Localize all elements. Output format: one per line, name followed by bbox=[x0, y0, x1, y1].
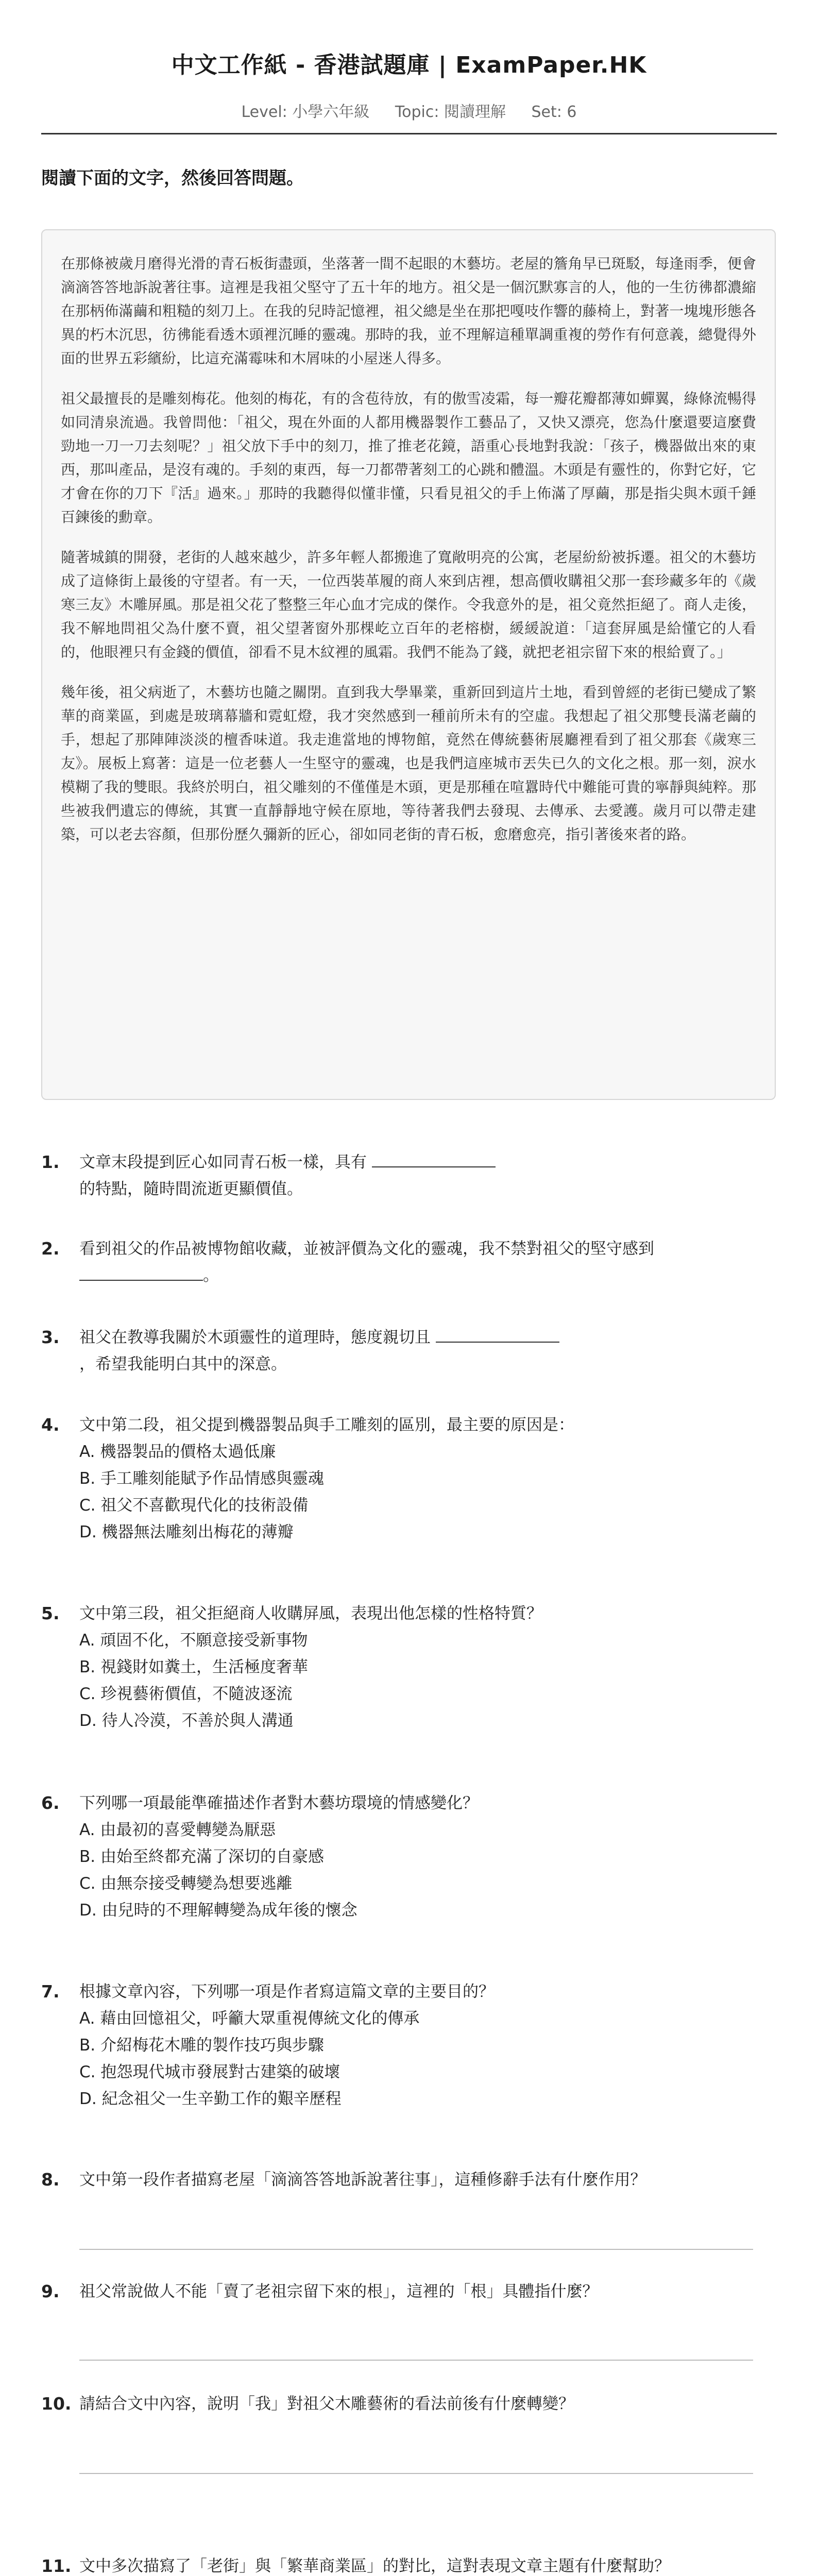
set-label: Set: 6 bbox=[531, 103, 577, 121]
option-b[interactable]: B. 視錢財如糞土，生活極度奢華 bbox=[79, 1658, 308, 1676]
question-6 bbox=[41, 1790, 773, 1924]
question-text: 根據文章內容，下列哪一項是作者寫這篇文章的主要目的？ bbox=[79, 1982, 495, 2001]
question-4 bbox=[41, 1412, 773, 1546]
question-7 bbox=[41, 1978, 773, 2112]
answer-line[interactable] bbox=[79, 2249, 753, 2250]
question-text: 祖父在教導我關於木頭靈性的道理時，態度親切且 bbox=[79, 1328, 431, 1347]
question-number: 6. bbox=[41, 1793, 60, 1813]
question-number: 2. bbox=[41, 1239, 60, 1259]
question-3 bbox=[41, 1324, 773, 1378]
option-d[interactable]: D. 機器無法雕刻出梅花的薄瓣 bbox=[79, 1523, 294, 1541]
question-10 bbox=[41, 2391, 773, 2417]
option-a[interactable]: A. 機器製品的價格太過低廉 bbox=[79, 1443, 276, 1461]
question-text: 請結合文中內容，說明「我」對祖父木雕藝術的看法前後有什麼轉變？ bbox=[79, 2395, 574, 2413]
option-b[interactable]: B. 由始至終都充滿了深切的自豪感 bbox=[79, 1848, 324, 1866]
question-number: 4. bbox=[41, 1415, 60, 1435]
passage-paragraph: 幾年後，祖父病逝了，木藝坊也隨之關閉。直到我大學畢業，重新回到這片土地，看到曾經的老街已變成了繁華的商業區，到處是玻璃幕牆和霓虹燈，我才突然感到一種前所未有的空虛。我想起了祖父那雙長滿老繭的手，想起了那陣陣淡淡的檀香味道。我走進當地的博物館，竟然在傳統藝術展廳裡看到了祖父那套《歲寒三友》。展板上寫著：這是一位老藝人一生堅守的靈魂，也是我們這座城市丟失已久的文化之根。那一刻，淚水模糊了我的雙眼。我終於明白，祖父雕刻的不僅僅是木頭，更是那種在喧囂時代中難能可貴的寧靜與純粹。那些被我們遺忘的傳統，其實一直靜靜地守候在原地，等待著我們去發現、去傳承、去愛護。歲月可以帶走建築，可以老去容顏，但那份歷久彌新的匠心，卻如同老街的青石板，愈磨愈亮，指引著後來者的路。 bbox=[61, 684, 756, 843]
question-text: ，希望我能明白其中的深意。 bbox=[79, 1355, 287, 1374]
answer-blank[interactable] bbox=[79, 1264, 203, 1281]
question-number: 10. bbox=[41, 2394, 72, 2414]
question-number: 7. bbox=[41, 1981, 60, 2002]
passage-paragraph: 祖父最擅長的是雕刻梅花。他刻的梅花，有的含苞待放，有的傲雪凌霜，每一瓣花瓣都薄如蟬翼，綠條流暢得如同清泉流過。我曾問他：「祖父，現在外面的人都用機器製作工藝品了，又快又漂亮，您為什麼還要這麼費勁地一刀一刀去刻呢？」祖父放下手中的刻刀，推了推老花鏡，語重心長地對我說：「孩子，機器做出來的東西，那叫產品，是沒有魂的。手刻的東西，每一刀都帶著刻工的心跳和體溫。木頭是有靈性的，你對它好，它才會在你的刀下『活』過來。」那時的我聽得似懂非懂，只看見祖父的手上佈滿了厚繭，那是指尖與木頭千錘百鍊後的勳章。 bbox=[61, 390, 756, 526]
question-number: 1. bbox=[41, 1152, 60, 1172]
option-d[interactable]: D. 紀念祖父一生辛勤工作的艱辛歷程 bbox=[79, 2090, 342, 2108]
option-c[interactable]: C. 珍視藝術價值，不隨波逐流 bbox=[79, 1685, 293, 1703]
question-8 bbox=[41, 2166, 773, 2193]
passage-paragraph: 在那條被歲月磨得光滑的青石板街盡頭，坐落著一間不起眼的木藝坊。老屋的簷角早已斑駁，每逢雨季，便會滴滴答答地訴說著往事。這裡是我祖父堅守了五十年的地方。祖父是一個沉默寡言的人，他的一生彷彿都濃縮在那柄佈滿繭和粗糙的刻刀上。在我的兒時記憶裡，祖父總是坐在那把嘎吱作響的藤椅上，對著一塊塊形態各異的朽木沉思，彷彿能看透木頭裡沉睡的靈魂。那時的我，並不理解這種單調重複的勞作有何意義，總覺得外面的世界五彩繽紛，比這充滿霉味和木屑味的小屋迷人得多。 bbox=[61, 255, 756, 367]
instruction-text: 閱讀下面的文字，然後回答問題。 bbox=[41, 168, 304, 189]
question-number: 3. bbox=[41, 1327, 60, 1347]
question-number: 11. bbox=[41, 2556, 72, 2576]
question-text: 。 bbox=[203, 1266, 219, 1285]
reading-passage bbox=[41, 229, 776, 1100]
question-9 bbox=[41, 2278, 773, 2305]
question-text: 文中第三段，祖父拒絕商人收購屏風，表現出他怎樣的性格特質？ bbox=[79, 1604, 542, 1623]
question-text: 文中第二段，祖父提到機器製品與手工雕刻的區別，最主要的原因是： bbox=[79, 1416, 574, 1434]
option-c[interactable]: C. 由無奈接受轉變為想要逃離 bbox=[79, 1874, 293, 1893]
worksheet-meta bbox=[41, 99, 777, 122]
answer-line[interactable] bbox=[79, 2473, 753, 2474]
topic-label: Topic: 閱讀理解 bbox=[395, 103, 506, 121]
answer-line[interactable] bbox=[79, 2360, 753, 2361]
option-b[interactable]: B. 介紹梅花木雕的製作技巧與步驟 bbox=[79, 2036, 324, 2055]
header-divider bbox=[41, 133, 777, 134]
option-d[interactable]: D. 待人冷漠，不善於與人溝通 bbox=[79, 1711, 294, 1730]
question-number: 8. bbox=[41, 2170, 60, 2190]
answer-blank[interactable] bbox=[436, 1326, 559, 1343]
option-d[interactable]: D. 由兒時的不理解轉變為成年後的懷念 bbox=[79, 1901, 357, 1920]
question-text: 下列哪一項最能準確描述作者對木藝坊環境的情感變化？ bbox=[79, 1794, 479, 1812]
question-2 bbox=[41, 1235, 773, 1289]
question-5 bbox=[41, 1600, 773, 1734]
passage-paragraph: 隨著城鎮的開發，老街的人越來越少，許多年輕人都搬進了寬敞明亮的公寓，老屋紛紛被拆遷。祖父的木藝坊成了這條街上最後的守望者。有一天，一位西裝革履的商人來到店裡，想高價收購祖父那一套珍藏多年的《歲寒三友》木雕屏風。那是祖父花了整整三年心血才完成的傑作。令我意外的是，祖父竟然拒絕了。商人走後，我不解地問祖父為什麼不賣，祖父望著窗外那棵屹立百年的老榕樹，緩緩說道：「這套屏風是給懂它的人看的，他眼裡只有金錢的價值，卻看不見木紋裡的風霜。我們不能為了錢，就把老祖宗留下來的根給賣了。」 bbox=[61, 549, 756, 660]
page-title: 中文工作紙 - 香港試題庫 | ExamPaper.HK bbox=[171, 52, 647, 78]
option-a[interactable]: A. 由最初的喜愛轉變為厭惡 bbox=[79, 1821, 276, 1839]
question-number: 5. bbox=[41, 1603, 60, 1623]
option-a[interactable]: A. 頑固不化，不願意接受新事物 bbox=[79, 1631, 308, 1650]
question-text: 文中多次描寫了「老街」與「繁華商業區」的對比，這對表現文章主題有什麼幫助？ bbox=[79, 2557, 670, 2575]
option-a[interactable]: A. 藉由回憶祖父，呼籲大眾重視傳統文化的傳承 bbox=[79, 2009, 420, 2028]
question-11 bbox=[41, 2553, 773, 2576]
option-c[interactable]: C. 祖父不喜歡現代化的技術設備 bbox=[79, 1496, 309, 1515]
option-b[interactable]: B. 手工雕刻能賦予作品情感與靈魂 bbox=[79, 1469, 324, 1488]
question-number: 9. bbox=[41, 2281, 60, 2301]
answer-blank[interactable] bbox=[372, 1151, 496, 1167]
question-text: 文章末段提到匠心如同青石板一樣，具有 bbox=[79, 1153, 367, 1172]
question-text: 的特點，隨時間流逝更顯價值。 bbox=[79, 1180, 303, 1198]
option-c[interactable]: C. 抱怨現代城市發展對古建築的破壞 bbox=[79, 2063, 340, 2081]
question-text: 文中第一段作者描寫老屋「滴滴答答地訴說著往事」，這種修辭手法有什麼作用？ bbox=[79, 2171, 646, 2189]
level-label: Level: 小學六年級 bbox=[241, 103, 370, 121]
question-text: 祖父常說做人不能「賣了老祖宗留下來的根」，這裡的「根」具體指什麼？ bbox=[79, 2282, 599, 2301]
question-text: 看到祖父的作品被博物館收藏，並被評價為文化的靈魂，我不禁對祖父的堅守感到 bbox=[79, 1240, 654, 1258]
worksheet-header bbox=[41, 46, 777, 122]
question-1 bbox=[41, 1149, 773, 1202]
